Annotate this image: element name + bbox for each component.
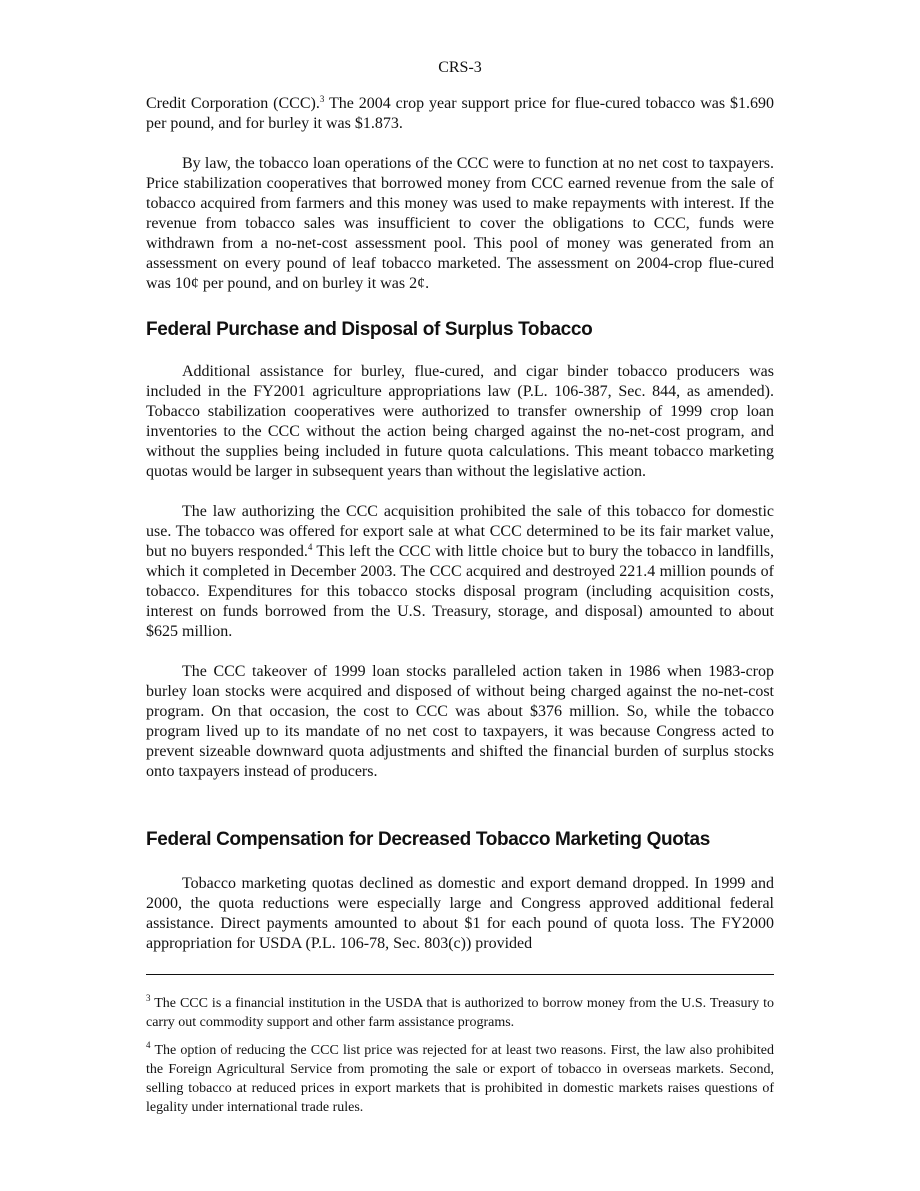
section-surplus-body (146, 362, 774, 782)
footnote-text: The option of reducing the CCC list price was rejected for at least two reasons. First, the law also prohibited the Foreign Agricultural Service from promoting the sale or export of tobacco in overseas markets. Second, selling tobacco at reduced prices in export markets that is prohibited in domestic markets raises questions of legality under international trade rules. (146, 1043, 774, 1115)
footnote (146, 1041, 774, 1117)
paragraph (146, 94, 774, 134)
page-number: CRS-3 (438, 59, 482, 76)
paragraph (146, 502, 774, 642)
footnote (146, 994, 774, 1032)
paragraph: Tobacco marketing quotas declined as domestic and export demand dropped. In 1999 and 2000, the quota reductions were especially large and Congress approved additional federal assistance. Direct payments amounted to about $1 for each pound of quota loss. The FY2000 appropriation for USDA (P.L. 106-78, Sec. 803(c)) provided (146, 875, 774, 952)
footnote-text: The CCC is a financial institution in the USDA that is authorized to borrow money from the U.S. Treasury to carry out commodity support and other farm assistance programs. (146, 996, 774, 1030)
paragraph-text: The 2004 crop year support price for flue-cured tobacco was $1.690 per pound, and for burley it was $1.873. (146, 95, 775, 132)
section-heading: Federal Purchase and Disposal of Surplus Tobacco (146, 319, 593, 340)
footnote-divider (146, 974, 774, 975)
footnote-text-block (146, 994, 774, 1032)
paragraph-text: This left the CCC with little choice but to bury the tobacco in landfills, which it completed in December 2003. The CCC acquired and destroyed 221.4 million pounds of tobacco. Expenditures for this tobacco stocks disposal program (including acquisition costs, interest on funds borrowed from the U.S. Treasury, storage, and disposal) amounted to about $625 million. (146, 543, 775, 640)
footnote-text-block (146, 1041, 774, 1117)
footnote-reference[interactable]: 4 (307, 542, 313, 552)
section-heading: Federal Compensation for Decreased Tobacco Marketing Quotas (146, 829, 710, 850)
section-compensation-body (146, 874, 774, 954)
section-intro (146, 94, 774, 294)
paragraph: Additional assistance for burley, flue-cured, and cigar binder tobacco producers was included in the FY2001 agriculture appropriations law (P.L. 106-387, Sec. 844, as amended). Tobacco stabilization cooperatives were authorized to transfer ownership of 1999 crop loan inventories to the CCC without the action being charged against the no-net-cost program, and without the supplies being included in future quota calculations. This meant tobacco marketing quotas would be larger in subsequent years than without the legislative action. (146, 363, 774, 480)
paragraph: By law, the tobacco loan operations of the CCC were to function at no net cost to taxpayers. Price stabilization cooperatives that borrowed money from CCC earned revenue from the sale of tobacco acquired from farmers and this money was used to make repayments with interest. If the revenue from tobacco sales was insufficient to cover the obligations to CCC, funds were withdrawn from a no-net-cost assessment pool. This pool of money was generated from an assessment on every pound of leaf tobacco marketed. The assessment on 2004-crop flue-cured was 10¢ per pound, and on burley it was 2¢. (146, 155, 774, 292)
footnotes (146, 994, 774, 1117)
footnote-marker: 4 (146, 1040, 151, 1050)
section-surplus (146, 318, 774, 342)
footnote-marker: 3 (146, 993, 151, 1003)
paragraph-text: The law authorizing the CCC acquisition prohibited the sale of this tobacco for domestic use. The tobacco was offered for export sale at what CCC determined to be its fair market value, but no buyers responded. (146, 503, 774, 560)
footnote-reference[interactable]: 3 (319, 94, 325, 104)
paragraph: The CCC takeover of 1999 loan stocks paralleled action taken in 1986 when 1983-crop burley loan stocks were acquired and disposed of without being charged against the no-net-cost program. On that occasion, the cost to CCC was about $376 million. So, while the tobacco program lived up to its mandate of no net cost to taxpayers, it was because Congress acted to prevent sizeable downward quota adjustments and shifted the financial burden of surplus stocks onto taxpayers instead of producers. (146, 663, 774, 780)
paragraph-text: Credit Corporation (CCC). (146, 95, 320, 112)
section-compensation (146, 828, 774, 852)
